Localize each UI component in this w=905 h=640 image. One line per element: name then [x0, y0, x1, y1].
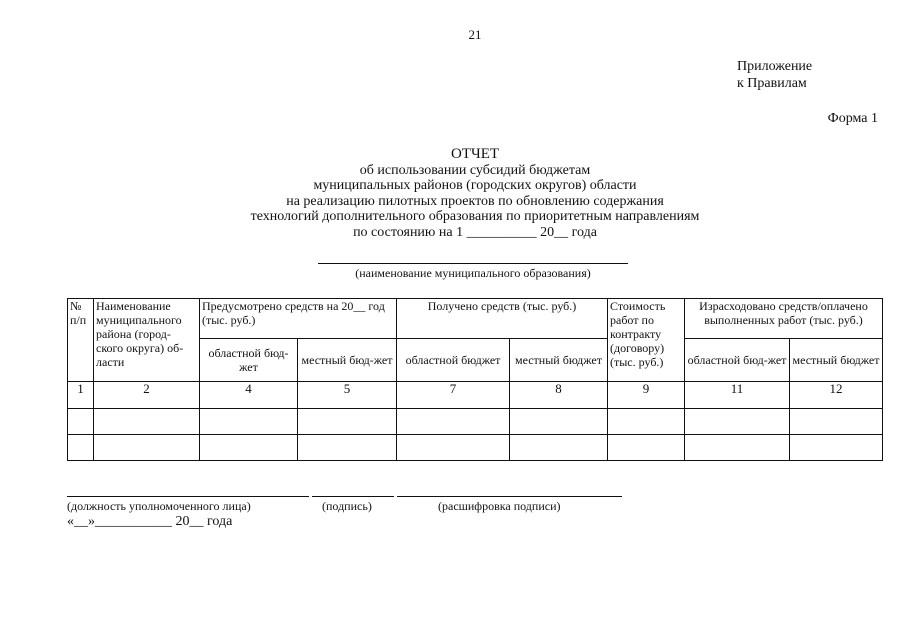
appendix-line-1: Приложение: [737, 59, 813, 74]
title-line: по состоянию на 1 __________ 20__ года: [353, 224, 597, 240]
header-name: Наименование муниципального района (город-ского округа) об-ласти: [94, 299, 200, 382]
title-line: об использовании субсидий бюджетам: [359, 162, 591, 178]
column-number: 11: [685, 382, 790, 409]
table-row: [68, 409, 883, 435]
subheader-spent-regional: областной бюд-жет: [685, 339, 790, 382]
header-planned: Предусмотрено средств на 20__ год (тыс. руб.): [200, 299, 397, 339]
empty-cell: [685, 409, 790, 435]
empty-cell: [94, 435, 200, 461]
empty-cell: [298, 435, 397, 461]
empty-cell: [510, 435, 608, 461]
subheader-received-local: местный бюджет: [510, 339, 608, 382]
date-line: «__»___________ 20__ года: [67, 514, 233, 529]
report-table: [67, 298, 883, 461]
page-number: 21: [468, 27, 482, 42]
column-number: 8: [510, 382, 608, 409]
empty-cell: [94, 409, 200, 435]
decode-signature-line: [397, 496, 622, 497]
empty-cell: [790, 435, 883, 461]
column-number: 9: [608, 382, 685, 409]
column-number-row: [68, 382, 883, 409]
empty-cell: [200, 435, 298, 461]
column-number: 4: [200, 382, 298, 409]
empty-cell: [510, 409, 608, 435]
empty-cell: [200, 409, 298, 435]
position-caption: (должность уполномоченного лица): [67, 499, 251, 513]
header-cost: Стоимость работ по контракту (договору) (тыс. руб.): [608, 299, 685, 382]
empty-cell: [790, 409, 883, 435]
column-number: 2: [94, 382, 200, 409]
empty-cell: [68, 435, 94, 461]
column-number: 1: [68, 382, 94, 409]
empty-cell: [397, 435, 510, 461]
municipality-caption: (наименование муниципального образования): [355, 266, 591, 280]
empty-cell: [685, 435, 790, 461]
header-row: [68, 299, 883, 339]
header-received: Получено средств (тыс. руб.): [397, 299, 608, 339]
municipality-underline: [318, 263, 628, 264]
empty-cell: [298, 409, 397, 435]
subheader-received-regional: областной бюджет: [397, 339, 510, 382]
empty-cell: [608, 435, 685, 461]
empty-cell: [68, 409, 94, 435]
position-signature-line: [67, 496, 309, 497]
title-line: технологий дополнительного образования по приоритетным направлениям: [250, 209, 700, 224]
column-number: 12: [790, 382, 883, 409]
title-line: муниципальных районов (городских округов) области: [313, 178, 637, 193]
subheader-spent-local: местный бюджет: [790, 339, 883, 382]
appendix-line-2: к Правилам: [737, 76, 807, 91]
empty-cell: [397, 409, 510, 435]
subheader-planned-local: местный бюд-жет: [298, 339, 397, 382]
report-title: [0, 147, 905, 240]
empty-cell: [608, 409, 685, 435]
decode-caption: (расшифровка подписи): [438, 499, 561, 513]
appendix-label: [737, 58, 812, 92]
signature-caption: (подпись): [322, 499, 372, 513]
column-number: 5: [298, 382, 397, 409]
signature-line: [312, 496, 394, 497]
column-number: 7: [397, 382, 510, 409]
form-label: Форма 1: [827, 111, 878, 126]
header-spent: Израсходовано средств/оплачено выполненных работ (тыс. руб.): [685, 299, 883, 339]
subheader-planned-regional: областной бюд-жет: [200, 339, 298, 382]
title-line: на реализацию пилотных проектов по обновлению содержания: [286, 193, 664, 209]
table-row: [68, 435, 883, 461]
title-main: ОТЧЕТ: [450, 146, 500, 162]
header-no: № п/п: [68, 299, 94, 382]
